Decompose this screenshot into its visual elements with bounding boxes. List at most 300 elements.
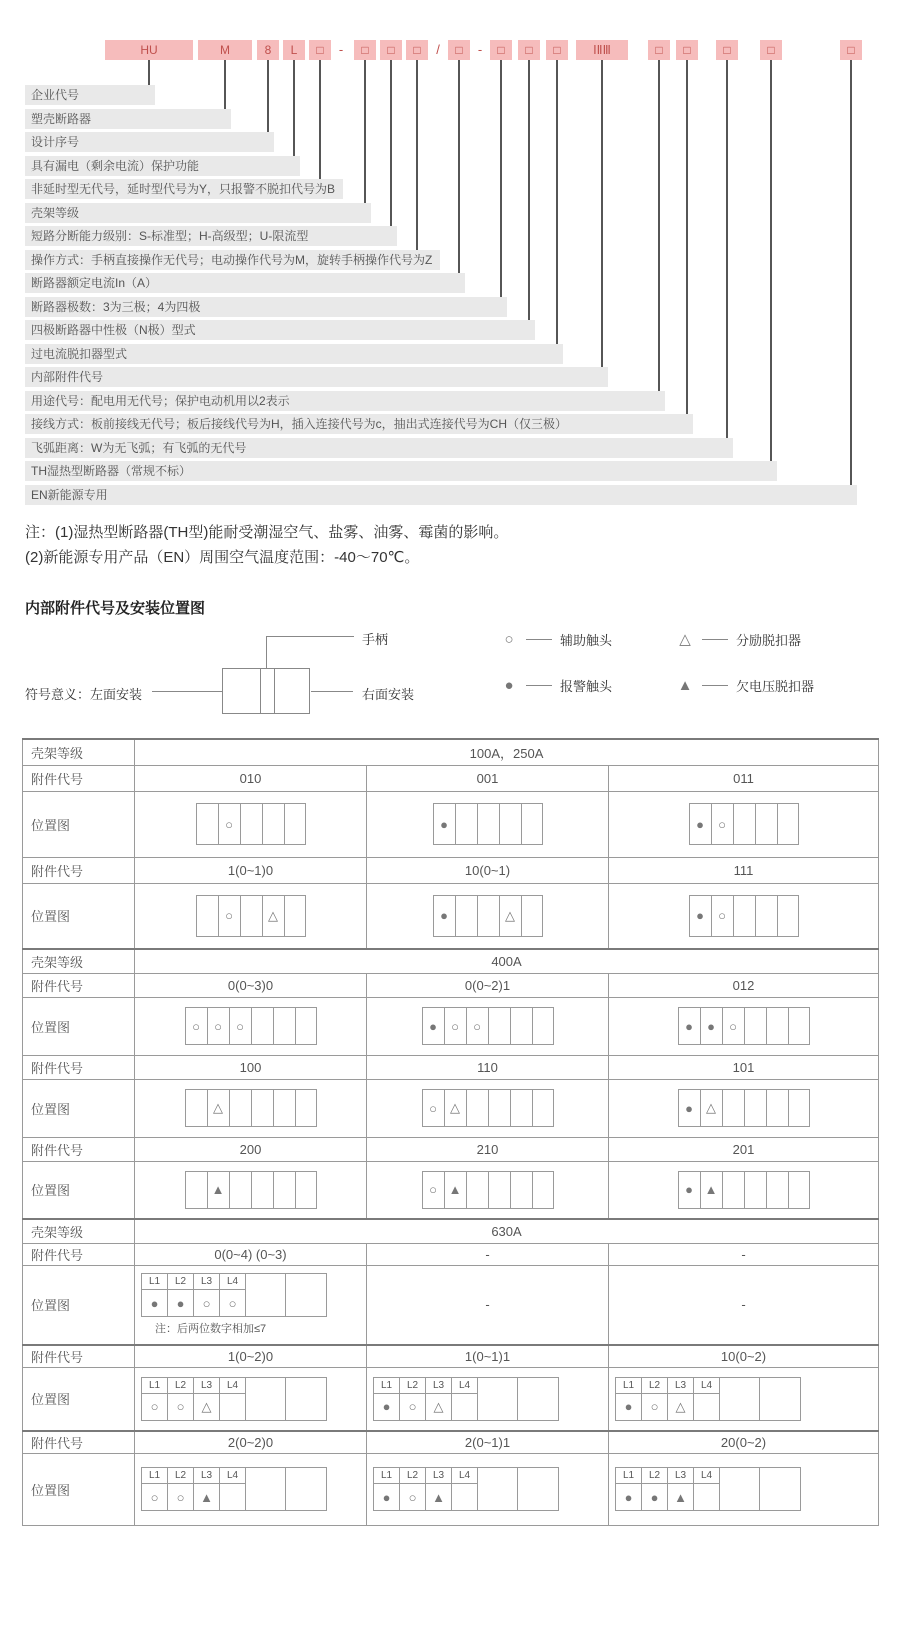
phase-label: L3 <box>668 1378 694 1394</box>
position-cell-symbol: △ <box>445 1090 467 1126</box>
position-cell <box>241 896 263 936</box>
accessory-code: 0(0~3)0 <box>135 973 367 997</box>
position-diagram-cell <box>367 791 609 857</box>
legend-item-label: 分励脱扣器 <box>736 632 802 648</box>
position-label: 位置图 <box>23 997 135 1055</box>
code-label: 附件代号 <box>23 857 135 883</box>
accessory-code: 1(0~2)0 <box>135 1345 367 1367</box>
breaker-position-diagram <box>373 1467 559 1511</box>
position-cell <box>767 1008 789 1044</box>
position-cell-empty <box>286 1394 326 1420</box>
code-row <box>23 973 879 997</box>
code-separator: / <box>436 42 440 57</box>
handle-pointer-line <box>266 636 267 668</box>
code-box: □ <box>648 40 670 60</box>
phase-label: L1 <box>374 1468 400 1484</box>
position-diagram-cell <box>135 1079 367 1137</box>
frame-value: 100A，250A <box>135 739 879 765</box>
position-cell-symbol: ○ <box>723 1008 745 1044</box>
position-cell-symbol: △ <box>668 1394 694 1420</box>
code-label: 附件代号 <box>23 1055 135 1079</box>
position-cell-empty <box>246 1378 286 1394</box>
code-box: □ <box>354 40 376 60</box>
legend-item <box>500 630 676 648</box>
position-cell <box>489 1172 511 1208</box>
phase-label: L1 <box>616 1378 642 1394</box>
connector-line <box>770 60 772 471</box>
position-cell <box>220 1394 246 1420</box>
code-box: □ <box>676 40 698 60</box>
phase-label: L2 <box>400 1468 426 1484</box>
code-box: □ <box>448 40 470 60</box>
phase-label: L3 <box>668 1468 694 1484</box>
position-cell-empty <box>789 1172 809 1208</box>
code-label: 附件代号 <box>23 1431 135 1453</box>
accessory-code: 20(0~2) <box>609 1431 879 1453</box>
accessory-code: 001 <box>367 765 609 791</box>
legend-item-label: 欠电压脱扣器 <box>736 678 815 694</box>
position-label: 位置图 <box>23 791 135 857</box>
connector-line <box>601 60 603 377</box>
position-cell-symbol: ● <box>690 804 712 844</box>
position-cell-empty <box>286 1274 326 1290</box>
position-cell-symbol: ○ <box>712 896 734 936</box>
filled-circle-icon: ● <box>504 676 514 694</box>
right-install-line <box>311 691 353 692</box>
position-diagram-cell <box>367 1453 609 1525</box>
position-cell-symbol: ○ <box>400 1484 426 1510</box>
accessory-code: 101 <box>609 1055 879 1079</box>
phase-label: L1 <box>374 1378 400 1394</box>
position-cell <box>456 804 478 844</box>
position-cell-symbol: ○ <box>423 1090 445 1126</box>
position-diagram-cell <box>135 1367 367 1431</box>
position-cell-empty <box>778 896 798 936</box>
position-cell-symbol: ● <box>434 804 456 844</box>
accessory-code: 011 <box>609 765 879 791</box>
code-label: 附件代号 <box>23 1243 135 1265</box>
position-cell-symbol: △ <box>701 1090 723 1126</box>
connector-line <box>364 60 366 213</box>
code-label-bar: 过电流脱扣器型式 <box>25 344 563 364</box>
phase-label: L4 <box>694 1378 720 1394</box>
phase-label: L4 <box>452 1378 478 1394</box>
position-cell-symbol: ● <box>701 1008 723 1044</box>
position-cell-empty <box>478 1394 518 1420</box>
position-cell-symbol: ▲ <box>701 1172 723 1208</box>
breaker-symbol-divider <box>274 668 275 714</box>
position-cell <box>756 804 778 844</box>
position-cell <box>723 1090 745 1126</box>
connector-line <box>658 60 660 401</box>
position-cell <box>186 1090 208 1126</box>
position-cell-symbol: ○ <box>712 804 734 844</box>
code-row <box>23 1055 879 1079</box>
position-cell-symbol: △ <box>263 896 285 936</box>
position-cell <box>745 1090 767 1126</box>
position-cell-empty <box>533 1008 553 1044</box>
frame-value: 630A <box>135 1219 879 1243</box>
position-diagram-cell <box>135 791 367 857</box>
code-box: ⅠⅡⅢ <box>576 40 628 60</box>
legend-items <box>500 630 886 694</box>
code-row <box>23 1345 879 1367</box>
position-diagram-cell <box>367 1079 609 1137</box>
position-cell <box>694 1484 720 1510</box>
position-cell-symbol: ○ <box>186 1008 208 1044</box>
position-diagram-cell <box>135 1161 367 1219</box>
position-cell <box>467 1172 489 1208</box>
position-cell-empty <box>296 1090 316 1126</box>
accessory-code: 210 <box>367 1137 609 1161</box>
accessory-code: 110 <box>367 1055 609 1079</box>
position-cell <box>230 1090 252 1126</box>
connector-line <box>416 60 418 260</box>
diagram-row <box>23 1367 879 1431</box>
code-label-bar: 内部附件代号 <box>25 367 608 387</box>
position-diagram-cell <box>367 1161 609 1219</box>
breaker-position-diagram <box>185 1171 317 1209</box>
breaker-position-diagram <box>615 1467 801 1511</box>
code-label-bar: 企业代号 <box>25 85 155 105</box>
accessory-code: 111 <box>609 857 879 883</box>
position-cell <box>274 1172 296 1208</box>
code-box: 8 <box>257 40 279 60</box>
position-diagram-cell <box>609 997 879 1055</box>
phase-label: L3 <box>426 1378 452 1394</box>
position-cell-empty <box>720 1378 760 1394</box>
legend-item-label: 报警触头 <box>560 678 613 694</box>
position-cell-symbol: ○ <box>467 1008 489 1044</box>
position-cell-symbol: ▲ <box>194 1484 220 1510</box>
legend-item-label: 辅助触头 <box>560 632 613 648</box>
position-cell-symbol: ○ <box>220 1290 246 1316</box>
accessory-code: 010 <box>135 765 367 791</box>
position-cell-symbol: ● <box>434 896 456 936</box>
breaker-position-diagram <box>689 803 799 845</box>
position-cell-empty <box>246 1274 286 1290</box>
position-cell <box>241 804 263 844</box>
breaker-position-diagram <box>196 895 306 937</box>
phase-label: L4 <box>220 1378 246 1394</box>
diagram-row <box>23 883 879 949</box>
position-cell-symbol: ● <box>679 1008 701 1044</box>
position-cell-symbol: ● <box>690 896 712 936</box>
position-cell-empty <box>760 1484 800 1510</box>
position-cell <box>252 1090 274 1126</box>
phase-label: L3 <box>194 1468 220 1484</box>
position-cell-symbol: ○ <box>142 1394 168 1420</box>
connector-line <box>319 60 321 189</box>
position-cell-symbol: △ <box>500 896 522 936</box>
position-cell <box>745 1172 767 1208</box>
position-cell-empty <box>285 896 305 936</box>
position-cell-empty <box>246 1484 286 1510</box>
position-cell-empty <box>246 1468 286 1484</box>
phase-label: L4 <box>220 1274 246 1290</box>
position-cell <box>745 1008 767 1044</box>
position-cell <box>511 1172 533 1208</box>
frame-label: 壳架等级 <box>23 949 135 973</box>
position-cell-empty <box>518 1378 558 1394</box>
breaker-position-diagram <box>678 1171 810 1209</box>
accessory-table <box>22 738 879 1526</box>
position-cell-symbol: ○ <box>423 1172 445 1208</box>
diagram-row <box>23 791 879 857</box>
position-cell-symbol: △ <box>208 1090 230 1126</box>
position-cell-empty <box>720 1468 760 1484</box>
position-cell <box>489 1090 511 1126</box>
position-diagram-cell <box>367 997 609 1055</box>
position-label: 位置图 <box>23 1265 135 1345</box>
position-diagram-cell <box>609 1367 879 1431</box>
section-title: 内部附件代号及安装位置图 <box>25 600 206 617</box>
position-cell <box>500 804 522 844</box>
position-cell-empty <box>518 1484 558 1510</box>
position-cell <box>274 1008 296 1044</box>
position-cell-empty <box>296 1172 316 1208</box>
accessory-code: 100 <box>135 1055 367 1079</box>
frame-label: 壳架等级 <box>23 739 135 765</box>
phase-label: L3 <box>426 1468 452 1484</box>
code-box: □ <box>716 40 738 60</box>
position-cell-empty <box>286 1290 326 1316</box>
code-separator: - <box>338 42 344 57</box>
position-cell <box>511 1008 533 1044</box>
position-cell-empty <box>478 1484 518 1510</box>
position-cell <box>452 1394 478 1420</box>
position-cell-empty <box>478 1468 518 1484</box>
code-label-bar: 四极断路器中性极（N极）型式 <box>25 320 535 340</box>
position-label: 位置图 <box>23 1453 135 1525</box>
legend-dash-line <box>702 639 728 640</box>
accessory-code: - <box>367 1243 609 1265</box>
legend-dash-line <box>526 639 552 640</box>
position-cell-empty <box>760 1378 800 1394</box>
phase-label: L1 <box>142 1468 168 1484</box>
diagram-note: 注：后两位数字相加≤7 <box>155 1323 267 1336</box>
position-cell-symbol: ● <box>679 1172 701 1208</box>
position-cell-symbol: ▲ <box>668 1484 694 1510</box>
accessory-code: 0(0~2)1 <box>367 973 609 997</box>
position-cell <box>511 1090 533 1126</box>
breaker-position-diagram <box>422 1089 554 1127</box>
legend-dash-line <box>526 685 552 686</box>
handle-pointer-line <box>266 636 354 637</box>
code-box: □ <box>490 40 512 60</box>
position-cell-empty <box>533 1172 553 1208</box>
position-diagram-cell <box>609 1161 879 1219</box>
position-cell-empty <box>286 1484 326 1510</box>
position-cell-symbol: ● <box>679 1090 701 1126</box>
handle-label: 手柄 <box>362 632 389 647</box>
connector-line <box>528 60 530 330</box>
position-cell-symbol: ○ <box>168 1484 194 1510</box>
position-cell-empty <box>518 1468 558 1484</box>
position-cell-symbol: ○ <box>642 1394 668 1420</box>
breaker-symbol <box>222 668 310 714</box>
accessory-code: 0(0~4) (0~3) <box>135 1243 367 1265</box>
position-cell <box>197 804 219 844</box>
frame-row <box>23 739 879 765</box>
code-box: □ <box>309 40 331 60</box>
position-cell-symbol: ● <box>142 1290 168 1316</box>
breaker-position-diagram <box>422 1171 554 1209</box>
code-label: 附件代号 <box>23 973 135 997</box>
connector-line <box>726 60 728 448</box>
phase-label: L4 <box>694 1468 720 1484</box>
breaker-position-diagram <box>196 803 306 845</box>
breaker-position-diagram <box>433 895 543 937</box>
position-cell-symbol: ● <box>616 1484 642 1510</box>
position-label: 位置图 <box>23 1079 135 1137</box>
code-label-bar: 短路分断能力级别：S-标准型；H-高级型；U-限流型 <box>25 226 397 246</box>
diagram-row <box>23 1453 879 1525</box>
position-cell <box>767 1172 789 1208</box>
phase-label: L2 <box>400 1378 426 1394</box>
phase-label: L1 <box>142 1274 168 1290</box>
breaker-position-diagram <box>141 1467 327 1511</box>
connector-line <box>850 60 852 495</box>
meaning-left-label: 符号意义：左面安装 <box>25 687 143 702</box>
code-label-bar: 操作方式：手柄直接操作无代号；电动操作代号为M，旋转手柄操作代号为Z <box>25 250 440 270</box>
position-label: 位置图 <box>23 1161 135 1219</box>
accessory-code: 200 <box>135 1137 367 1161</box>
connector-line <box>267 60 269 142</box>
position-cell-symbol: ○ <box>400 1394 426 1420</box>
code-label-bar: 飞弧距离：W为无飞弧；有飞弧的无代号 <box>25 438 733 458</box>
code-label-bar: 具有漏电（剩余电流）保护功能 <box>25 156 300 176</box>
code-label-bar: 非延时型无代号，延时型代号为Y，只报警不脱扣代号为B <box>25 179 343 199</box>
position-cell-symbol: ▲ <box>426 1484 452 1510</box>
frame-row <box>23 949 879 973</box>
phase-label: L3 <box>194 1378 220 1394</box>
code-box: □ <box>406 40 428 60</box>
breaker-symbol-divider <box>260 668 261 714</box>
position-cell-empty <box>522 804 542 844</box>
phase-label: L1 <box>142 1378 168 1394</box>
phase-label: L1 <box>616 1468 642 1484</box>
note-line-2: (2)新能源专用产品（EN）周围空气温度范围：-40～70℃。 <box>25 549 420 566</box>
position-diagram-cell <box>609 791 879 857</box>
connector-line <box>390 60 392 236</box>
position-cell-empty <box>789 1090 809 1126</box>
code-separator: - <box>477 42 483 57</box>
position-cell <box>734 804 756 844</box>
position-cell <box>478 896 500 936</box>
position-cell-symbol: ○ <box>219 896 241 936</box>
position-cell-symbol: ○ <box>230 1008 252 1044</box>
code-label-bar: 塑壳断路器 <box>25 109 231 129</box>
breaker-position-diagram <box>141 1273 327 1336</box>
position-cell-empty <box>296 1008 316 1044</box>
accessory-code: 2(0~1)1 <box>367 1431 609 1453</box>
position-label: 位置图 <box>23 1367 135 1431</box>
position-cell-empty <box>246 1290 286 1316</box>
position-cell-symbol: ● <box>374 1394 400 1420</box>
position-cell <box>220 1484 246 1510</box>
code-label-bar: 断路器极数：3为三极；4为四极 <box>25 297 507 317</box>
code-box: □ <box>760 40 782 60</box>
phase-label: L2 <box>168 1378 194 1394</box>
accessory-code: 10(0~2) <box>609 1345 879 1367</box>
code-box: L <box>283 40 305 60</box>
accessory-code: 012 <box>609 973 879 997</box>
code-label-bar: 断路器额定电流In（A） <box>25 273 465 293</box>
breaker-position-diagram <box>422 1007 554 1045</box>
position-cell <box>274 1090 296 1126</box>
position-cell-symbol: ○ <box>208 1008 230 1044</box>
position-cell <box>252 1172 274 1208</box>
position-cell-empty <box>720 1394 760 1420</box>
position-diagram-cell: - <box>367 1265 609 1345</box>
position-cell <box>452 1484 478 1510</box>
position-diagram-cell <box>367 1367 609 1431</box>
position-label: 位置图 <box>23 883 135 949</box>
accessory-code: 1(0~1)1 <box>367 1345 609 1367</box>
position-diagram-cell <box>135 997 367 1055</box>
code-row <box>23 1431 879 1453</box>
position-cell-symbol: ● <box>423 1008 445 1044</box>
position-cell-symbol: △ <box>426 1394 452 1420</box>
phase-label: L2 <box>642 1468 668 1484</box>
code-box: □ <box>380 40 402 60</box>
accessory-code: - <box>609 1243 879 1265</box>
position-cell-empty <box>478 1378 518 1394</box>
code-box: M <box>198 40 252 60</box>
position-cell <box>230 1172 252 1208</box>
filled-triangle-icon: ▲ <box>677 676 693 694</box>
breaker-position-diagram <box>689 895 799 937</box>
legend-item <box>676 676 886 694</box>
code-box: HU <box>105 40 193 60</box>
position-cell-empty <box>286 1468 326 1484</box>
code-box: □ <box>546 40 568 60</box>
position-cell-symbol: ● <box>616 1394 642 1420</box>
accessory-code: 10(0~1) <box>367 857 609 883</box>
code-label: 附件代号 <box>23 765 135 791</box>
right-install-label: 右面安装 <box>362 687 415 702</box>
position-cell-empty <box>778 804 798 844</box>
position-diagram-cell <box>367 883 609 949</box>
position-cell-empty <box>246 1394 286 1420</box>
position-cell <box>478 804 500 844</box>
diagram-row <box>23 1265 879 1345</box>
position-cell <box>467 1090 489 1126</box>
breaker-position-diagram <box>678 1089 810 1127</box>
position-cell-symbol: ● <box>642 1484 668 1510</box>
accessory-code: 1(0~1)0 <box>135 857 367 883</box>
position-cell-symbol: ▲ <box>445 1172 467 1208</box>
position-cell-empty <box>789 1008 809 1044</box>
breaker-position-diagram <box>615 1377 801 1421</box>
code-label: 附件代号 <box>23 1345 135 1367</box>
position-cell-symbol: ● <box>168 1290 194 1316</box>
connector-line <box>458 60 460 283</box>
breaker-position-diagram <box>185 1089 317 1127</box>
position-cell-empty <box>522 896 542 936</box>
position-diagram-cell <box>135 1265 367 1345</box>
code-row <box>23 1137 879 1161</box>
position-cell-empty <box>286 1378 326 1394</box>
position-cell-empty <box>285 804 305 844</box>
position-cell <box>489 1008 511 1044</box>
phase-label: L4 <box>220 1468 246 1484</box>
phase-label: L2 <box>168 1274 194 1290</box>
legend-item <box>500 676 676 694</box>
phase-label: L3 <box>194 1274 220 1290</box>
code-label-bar: 接线方式：板前接线无代号；板后接线代号为H，插入连接代号为c，抽出式连接代号为CH（仅三极） <box>25 414 693 434</box>
